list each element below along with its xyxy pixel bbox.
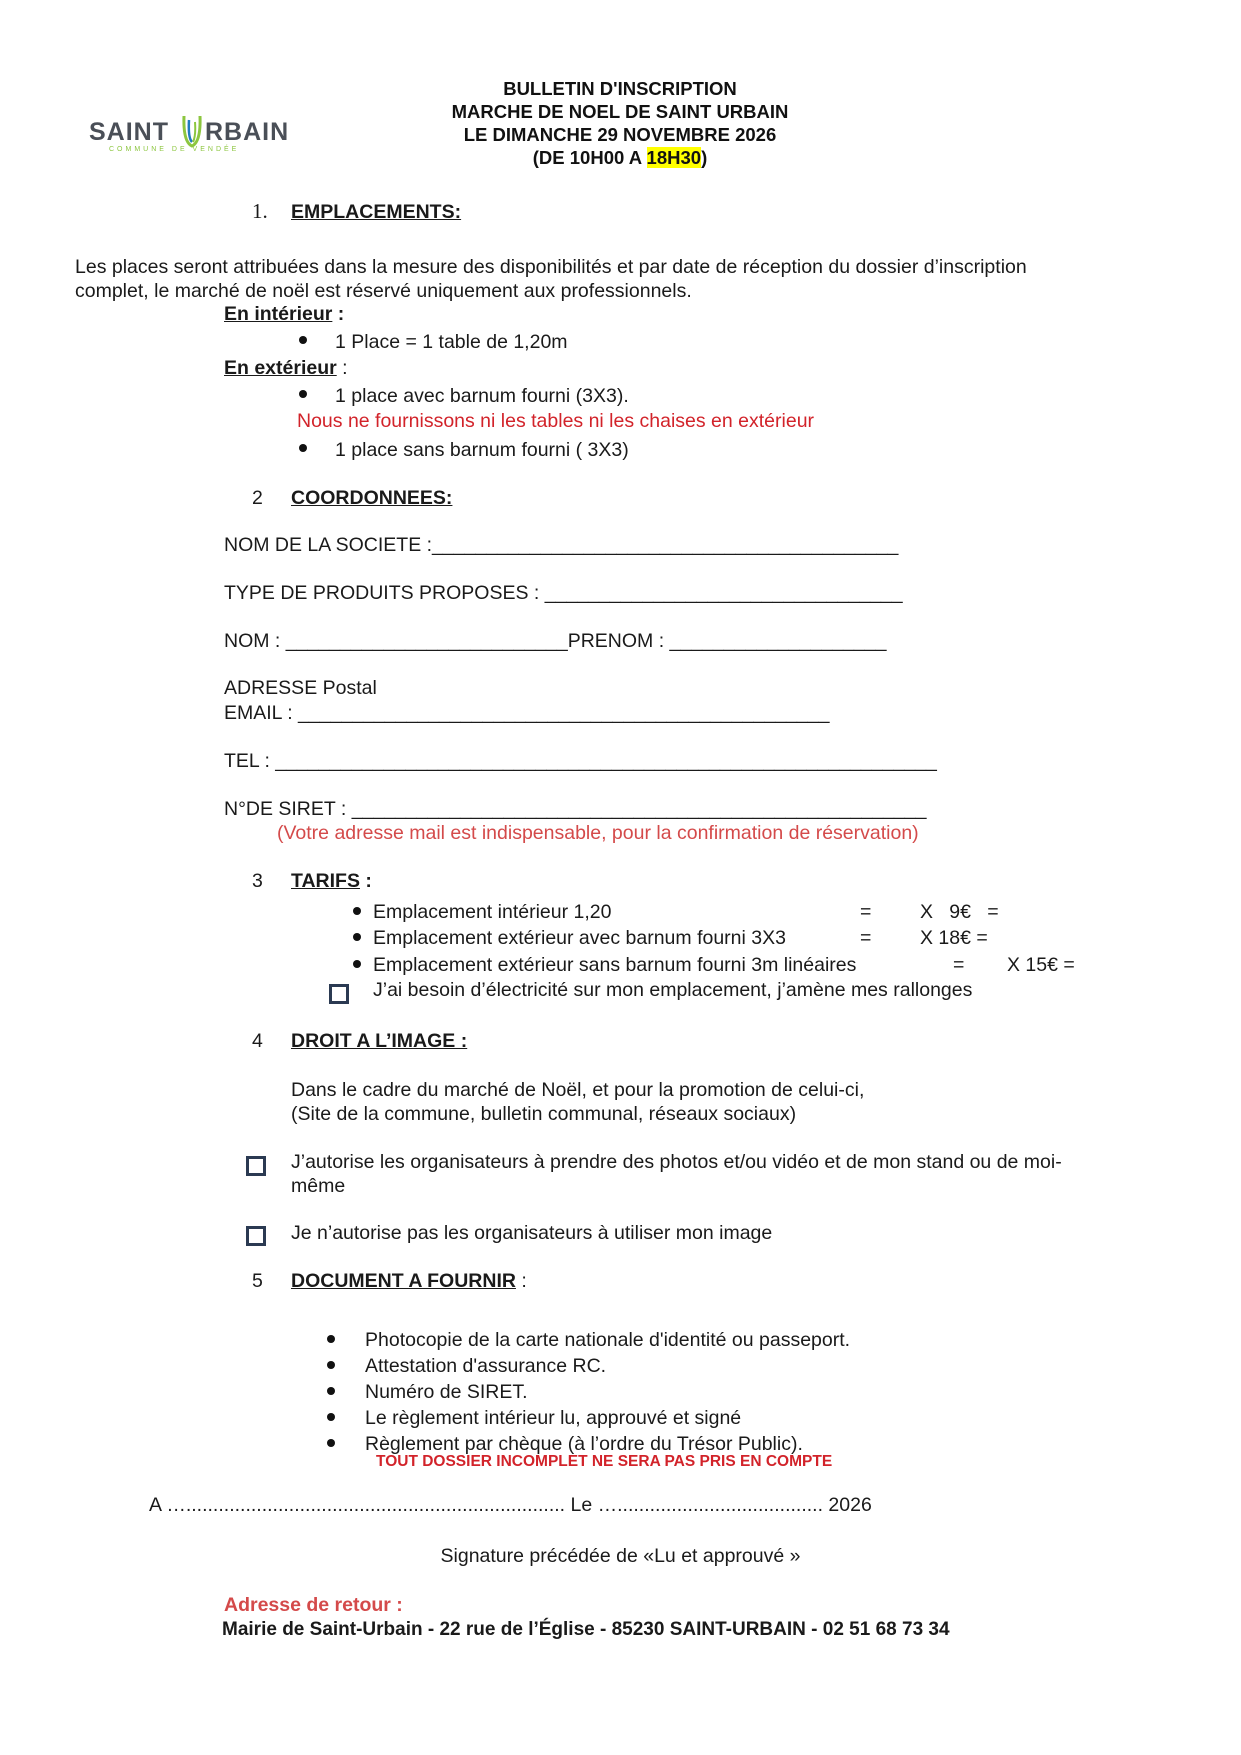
section3-number: 3: [252, 870, 263, 892]
tarif-label: Emplacement extérieur sans barnum fourni 3m linéaires: [373, 954, 857, 976]
bullet-icon: [353, 933, 361, 941]
document-item: Règlement par chèque (à l’ordre du Trésor Public).: [365, 1433, 803, 1455]
bullet-icon: [353, 907, 361, 915]
bullet-icon: [299, 390, 307, 398]
document-item: Numéro de SIRET.: [365, 1381, 528, 1403]
bullet-icon: [327, 1387, 335, 1395]
document-item: Photocopie de la carte nationale d'identité ou passeport.: [365, 1329, 851, 1351]
bullet-icon: [327, 1413, 335, 1421]
logo-tagline: COMMUNE DE VENDÉE: [109, 146, 240, 153]
company-field[interactable]: NOM DE LA SOCIETE :___________________________________________: [224, 534, 899, 556]
tel-field[interactable]: TEL : _____________________________________________________________: [224, 750, 937, 772]
email-note: (Votre adresse mail est indispensable, pour la confirmation de réservation): [277, 822, 919, 844]
section1-intro: Les places seront attribuées dans la mesure des disponibilités et par date de réception du dossier d’inscription complet, le marché de noël est réservé uniquement aux professionnels.: [75, 256, 1027, 302]
interior-heading: En intérieur :: [224, 303, 345, 325]
logo-word-left: SAINT: [89, 118, 169, 146]
tarif-label: Emplacement extérieur avec barnum fourni 3X3: [373, 927, 786, 949]
return-title: Adresse de retour :: [224, 1594, 403, 1616]
signature-label: Signature précédée de «Lu et approuvé »: [440, 1545, 801, 1567]
authorize-label: J’autorise les organisateurs à prendre des photos et/ou vidéo et de mon stand ou de moi- même: [291, 1151, 1062, 1197]
section5-title: DOCUMENT A FOURNIR :: [291, 1270, 527, 1292]
logo: [89, 112, 299, 158]
header-title: BULLETIN D'INSCRIPTION: [503, 78, 737, 99]
bullet-icon: [327, 1439, 335, 1447]
header-date: LE DIMANCHE 29 NOVEMBRE 2026: [463, 124, 777, 145]
interior-item: 1 Place = 1 table de 1,20m: [335, 331, 568, 353]
electricity-checkbox[interactable]: [329, 984, 349, 1004]
tarif-eq: =: [953, 954, 965, 976]
bullet-icon: [299, 336, 307, 344]
tarif-price: X 18€ =: [920, 927, 988, 949]
section1-title: EMPLACEMENTS:: [291, 201, 462, 223]
products-field[interactable]: TYPE DE PRODUITS PROPOSES : _________________________________: [224, 582, 903, 604]
document-item: Le règlement intérieur lu, approuvé et signé: [365, 1407, 742, 1429]
place-date-line[interactable]: A …...................................................................... Le …...................................... 2026: [149, 1494, 872, 1516]
return-address: Mairie de Saint-Urbain - 22 rue de l’Église - 85230 SAINT-URBAIN - 02 51 68 73 34: [222, 1619, 950, 1640]
section4-title: DROIT A L’IMAGE :: [291, 1030, 468, 1052]
electricity-label: J’ai besoin d’électricité sur mon emplacement, j’amène mes rallonges: [373, 979, 973, 1001]
name-field[interactable]: NOM : __________________________PRENOM : ____________________: [224, 630, 887, 652]
header-hours: (DE 10H00 A 18H30): [532, 147, 708, 168]
email-field[interactable]: EMAIL : _________________________________________________: [224, 702, 830, 724]
document-item: Attestation d'assurance RC.: [365, 1355, 607, 1377]
address-label: ADRESSE Postal: [224, 677, 377, 699]
bullet-icon: [353, 960, 361, 968]
section5-number: 5: [252, 1270, 263, 1292]
bullet-icon: [299, 444, 307, 452]
header: [370, 77, 870, 169]
tarif-price: X 9€ =: [920, 901, 999, 923]
section2-title: COORDONNEES:: [291, 487, 453, 509]
authorize-checkbox[interactable]: [246, 1156, 266, 1176]
header-event: MARCHE DE NOEL DE SAINT URBAIN: [451, 101, 789, 122]
exterior-item-2: 1 place sans barnum fourni ( 3X3): [335, 439, 629, 461]
logo-word-right: RBAIN: [205, 118, 290, 146]
section2-number: 2: [252, 487, 263, 509]
tarif-eq: =: [860, 927, 872, 949]
tarif-eq: =: [860, 901, 872, 923]
tarif-label: Emplacement intérieur 1,20: [373, 901, 612, 923]
bullet-icon: [327, 1335, 335, 1343]
exterior-item-1: 1 place avec barnum fourni (3X3).: [335, 385, 629, 407]
section1-number: 1.: [252, 199, 268, 223]
incomplete-warning: TOUT DOSSIER INCOMPLET NE SERA PAS PRIS EN COMPTE: [376, 1453, 833, 1470]
section3-title: TARIFS :: [291, 870, 372, 892]
exterior-heading: En extérieur :: [224, 357, 348, 379]
refuse-label: Je n’autorise pas les organisateurs à utiliser mon image: [291, 1222, 773, 1244]
siret-field[interactable]: N°DE SIRET : _____________________________________________________: [224, 798, 927, 820]
bullet-icon: [327, 1361, 335, 1369]
section4-number: 4: [252, 1030, 263, 1052]
exterior-note: Nous ne fournissons ni les tables ni les chaises en extérieur: [297, 410, 815, 432]
refuse-checkbox[interactable]: [246, 1226, 266, 1246]
tarif-price: X 15€ =: [1007, 954, 1075, 976]
image-rights-text: Dans le cadre du marché de Noël, et pour la promotion de celui-ci, (Site de la commune, bulletin communal, réseaux sociaux): [291, 1079, 865, 1125]
